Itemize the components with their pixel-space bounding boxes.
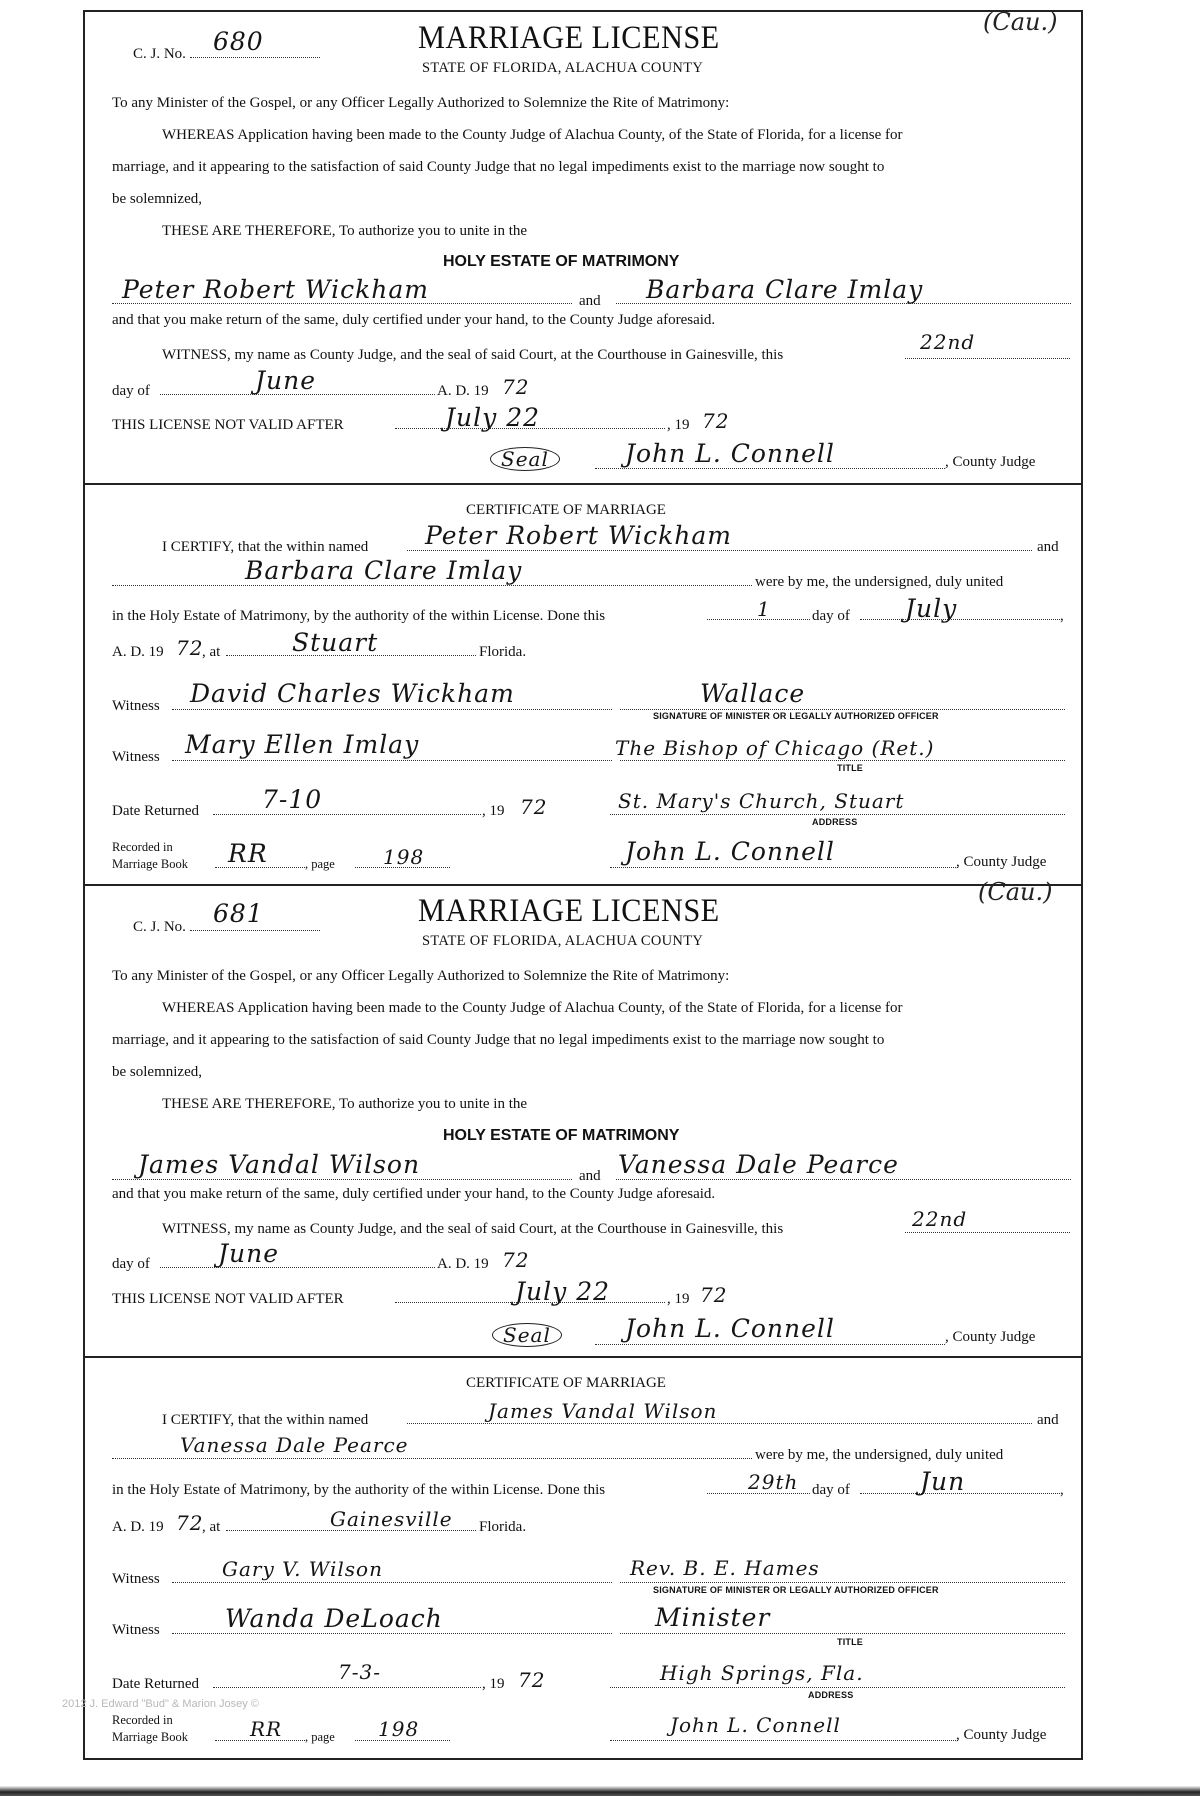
issue-month: June xyxy=(218,1239,280,1268)
ad-at-label: A. D. 19 xyxy=(112,644,164,660)
marriage-book-label: Marriage Book xyxy=(112,857,189,871)
page-value: 198 xyxy=(378,1717,420,1741)
certify-label: I CERTIFY, that the within named xyxy=(162,1412,369,1428)
recorder-signature-line xyxy=(610,1740,958,1741)
cj-number-line xyxy=(190,57,320,58)
day-of-label-2: day of xyxy=(812,608,850,624)
groom-name: James Vandal Wilson xyxy=(138,1150,421,1179)
officer-signature-line xyxy=(620,1582,1065,1583)
title-caption: TITLE xyxy=(837,763,863,773)
done-year: 72 xyxy=(176,1511,204,1535)
issue-day: 22nd xyxy=(912,1207,968,1231)
recorder-signature-line xyxy=(610,867,958,868)
address-line: To any Minister of the Gospel, or any Officer Legally Authorized to Solemnize the Rite of Matrimony: xyxy=(112,968,730,984)
issue-month-line xyxy=(160,1267,435,1268)
witness-1-signature: Gary V. Wilson xyxy=(222,1557,383,1581)
officer-title: The Bishop of Chicago (Ret.) xyxy=(615,736,935,760)
witness-line: WITNESS, my name as County Judge, and the seal of said Court, at the Courthouse in Gainesville, this xyxy=(162,1221,784,1237)
done-day: 29th xyxy=(748,1470,799,1494)
issue-year: 72 xyxy=(502,375,530,399)
officer-title: Minister xyxy=(655,1603,771,1632)
therefore-line: THESE ARE THEREFORE, To authorize you to unite in the xyxy=(162,223,528,239)
officer-address-line xyxy=(610,814,1065,815)
bride-name: Barbara Clare Imlay xyxy=(646,275,924,304)
date-returned: 7-3- xyxy=(338,1660,381,1684)
license-cert-divider xyxy=(83,483,1083,485)
not-valid-label: THIS LICENSE NOT VALID AFTER xyxy=(112,417,344,433)
not-valid-label: THIS LICENSE NOT VALID AFTER xyxy=(112,1291,344,1307)
date-returned-label: Date Returned xyxy=(112,1676,200,1692)
recorded-in-label: Recorded in xyxy=(112,840,173,854)
witness-line: WITNESS, my name as County Judge, and the seal of said Court, at the Courthouse in Gainesville, this xyxy=(162,347,784,363)
whereas-line-2: marriage, and it appearing to the satisfaction of said County Judge that no legal impediments exist to the marriage now sought to xyxy=(112,1032,885,1048)
done-month: July xyxy=(905,594,958,623)
cj-number-label: C. J. No. xyxy=(133,919,186,935)
done-year: 72 xyxy=(176,636,204,660)
recorder-signature: John L. Connell xyxy=(625,837,835,866)
book-value: RR xyxy=(250,1717,283,1741)
judge-signature: John L. Connell xyxy=(625,439,835,468)
florida-label: Florida. xyxy=(479,1519,527,1535)
judge-signature: John L. Connell xyxy=(625,1314,835,1343)
signature-caption: SIGNATURE OF MINISTER OR LEGALLY AUTHORIZED OFFICER xyxy=(653,1585,939,1595)
page-value: 198 xyxy=(383,845,425,869)
done-day: 1 xyxy=(757,597,771,621)
cj-number-line xyxy=(190,930,320,931)
witness-2-line xyxy=(172,760,612,761)
date-returned: 7-10 xyxy=(262,785,323,814)
holy-authority-line: in the Holy Estate of Matrimony, by the authority of the within License. Done this xyxy=(112,608,606,624)
cert-bride-name: Barbara Clare Imlay xyxy=(245,556,523,585)
witness-1-label: Witness xyxy=(112,1571,160,1587)
done-month: Jun xyxy=(920,1467,966,1496)
date-returned-line xyxy=(213,814,481,815)
recorded-in-label: Recorded in xyxy=(112,1713,173,1727)
address-caption: ADDRESS xyxy=(808,1690,854,1700)
and-word: and xyxy=(579,1168,601,1184)
address-caption: ADDRESS xyxy=(812,817,858,827)
issue-day-line xyxy=(905,1232,1070,1233)
marriage-book-label: Marriage Book xyxy=(112,1730,189,1744)
certify-label: I CERTIFY, that the within named xyxy=(162,539,369,555)
officer-address-line xyxy=(610,1687,1065,1688)
and-label: and xyxy=(1037,539,1059,555)
address-line: To any Minister of the Gospel, or any Officer Legally Authorized to Solemnize the Rite of Matrimony: xyxy=(112,95,730,111)
united-label: were by me, the undersigned, duly united xyxy=(755,1447,1004,1463)
recorder-signature: John L. Connell xyxy=(670,1713,841,1737)
witness-1-line xyxy=(172,709,612,710)
cert-bride-name: Vanessa Dale Pearce xyxy=(180,1433,409,1457)
not-valid-year-label: , 19 xyxy=(667,1291,690,1307)
witness-2-label: Witness xyxy=(112,1622,160,1638)
groom-name: Peter Robert Wickham xyxy=(122,275,429,304)
place: Gainesville xyxy=(330,1507,453,1531)
certificate-title: CERTIFICATE OF MARRIAGE xyxy=(466,502,666,518)
page-label: , page xyxy=(305,1730,335,1744)
officer-address: High Springs, Fla. xyxy=(660,1661,864,1685)
ad-label: A. D. 19 xyxy=(437,383,489,399)
bride-name: Vanessa Dale Pearce xyxy=(618,1150,899,1179)
at-label: , at xyxy=(202,1519,221,1535)
license-title: MARRIAGE LICENSE xyxy=(418,893,720,929)
officer-title-line xyxy=(620,1633,1065,1634)
whereas-line-1: WHEREAS Application having been made to the County Judge of Alachua County, of the State of Florida, for a license for xyxy=(162,127,903,143)
cert-bride-line xyxy=(112,585,752,586)
witness-2-signature: Wanda DeLoach xyxy=(225,1604,443,1633)
done-month-line xyxy=(860,619,1060,620)
holy-estate-heading: HOLY ESTATE OF MATRIMONY xyxy=(443,253,680,270)
bride-line xyxy=(616,1179,1071,1180)
not-valid-date: July 22 xyxy=(515,1277,611,1306)
returned-year-label: , 19 xyxy=(482,803,505,819)
cert-groom-name: James Vandal Wilson xyxy=(488,1399,718,1423)
whereas-line-2: marriage, and it appearing to the satisfaction of said County Judge that no legal impediments exist to the marriage now sought to xyxy=(112,159,885,175)
copyright-watermark: 2012 J. Edward "Bud" & Marion Josey © xyxy=(62,1698,259,1710)
witness-2-line xyxy=(172,1633,612,1634)
judge-signature-line xyxy=(595,1344,945,1345)
issue-year: 72 xyxy=(502,1248,530,1272)
county-judge-label: , County Judge xyxy=(945,1329,1036,1345)
license-subtitle: STATE OF FLORIDA, ALACHUA COUNTY xyxy=(422,933,704,949)
witness-2-signature: Mary Ellen Imlay xyxy=(185,730,420,759)
not-valid-date: July 22 xyxy=(445,403,541,432)
section-divider xyxy=(83,884,1083,886)
issue-month: June xyxy=(255,366,317,395)
holy-authority-line: in the Holy Estate of Matrimony, by the authority of the within License. Done this xyxy=(112,1482,606,1498)
cj-number-label: C. J. No. xyxy=(133,46,186,62)
witness-1-label: Witness xyxy=(112,698,160,714)
return-line: and that you make return of the same, duly certified under your hand, to the County Judge aforesaid. xyxy=(112,312,716,328)
place: Stuart xyxy=(292,628,379,657)
holy-estate-heading: HOLY ESTATE OF MATRIMONY xyxy=(443,1127,680,1144)
officer-signature-line xyxy=(620,709,1065,710)
seal-mark: Seal xyxy=(490,447,560,471)
date-returned-line xyxy=(213,1687,481,1688)
license-title: MARRIAGE LICENSE xyxy=(418,20,720,56)
cj-number: 680 xyxy=(213,27,264,56)
whereas-line-3: be solemnized, xyxy=(112,191,202,207)
returned-year: 72 xyxy=(520,795,548,819)
and-label: and xyxy=(1037,1412,1059,1428)
returned-year-label: , 19 xyxy=(482,1676,505,1692)
therefore-line: THESE ARE THEREFORE, To authorize you to unite in the xyxy=(162,1096,528,1112)
seal-mark: Seal xyxy=(492,1323,562,1347)
and-word: and xyxy=(579,293,601,309)
day-of-label: day of xyxy=(112,383,150,399)
ad-label: A. D. 19 xyxy=(437,1256,489,1272)
not-valid-year-label: , 19 xyxy=(667,417,690,433)
not-valid-year: 72 xyxy=(702,409,730,433)
day-of-label-2: day of xyxy=(812,1482,850,1498)
cert-groom-name: Peter Robert Wickham xyxy=(425,521,732,550)
cert-groom-line xyxy=(407,1423,1032,1424)
county-judge-label: , County Judge xyxy=(945,454,1036,470)
at-label: , at xyxy=(202,644,221,660)
issue-day: 22nd xyxy=(920,330,976,354)
officer-title-line xyxy=(620,760,1065,761)
certificate-title: CERTIFICATE OF MARRIAGE xyxy=(466,1375,666,1391)
corner-mark: (Cau.) xyxy=(983,8,1058,36)
whereas-line-3: be solemnized, xyxy=(112,1064,202,1080)
returned-year: 72 xyxy=(518,1668,546,1692)
officer-signature: Rev. B. E. Hames xyxy=(630,1556,820,1580)
comma: , xyxy=(1060,1482,1064,1498)
united-label: were by me, the undersigned, duly united xyxy=(755,574,1004,590)
corner-mark: (Cau.) xyxy=(978,878,1053,906)
not-valid-year: 72 xyxy=(700,1283,728,1307)
officer-signature: Wallace xyxy=(700,679,806,708)
whereas-line-1: WHEREAS Application having been made to the County Judge of Alachua County, of the State of Florida, for a license for xyxy=(162,1000,903,1016)
license-cert-divider xyxy=(83,1356,1083,1358)
scan-edge xyxy=(0,1786,1200,1796)
license-subtitle: STATE OF FLORIDA, ALACHUA COUNTY xyxy=(422,60,704,76)
groom-line xyxy=(112,1179,572,1180)
page-label: , page xyxy=(305,857,335,871)
book-value: RR xyxy=(228,839,268,868)
florida-label: Florida. xyxy=(479,644,527,660)
issue-day-line xyxy=(905,358,1070,359)
cert-groom-line xyxy=(407,550,1032,551)
officer-address: St. Mary's Church, Stuart xyxy=(618,789,905,813)
cert-bride-line xyxy=(112,1458,752,1459)
judge-signature-line xyxy=(595,468,945,469)
cj-number: 681 xyxy=(213,899,264,928)
day-of-label: day of xyxy=(112,1256,150,1272)
title-caption: TITLE xyxy=(837,1637,863,1647)
date-returned-label: Date Returned xyxy=(112,803,200,819)
comma: , xyxy=(1060,608,1064,624)
recorder-label: , County Judge xyxy=(956,1727,1047,1743)
recorder-label: , County Judge xyxy=(956,854,1047,870)
return-line: and that you make return of the same, duly certified under your hand, to the County Judge aforesaid. xyxy=(112,1186,716,1202)
witness-1-line xyxy=(172,1582,612,1583)
ad-at-label: A. D. 19 xyxy=(112,1519,164,1535)
witness-2-label: Witness xyxy=(112,749,160,765)
signature-caption: SIGNATURE OF MINISTER OR LEGALLY AUTHORIZED OFFICER xyxy=(653,711,939,721)
witness-1-signature: David Charles Wickham xyxy=(190,679,515,708)
